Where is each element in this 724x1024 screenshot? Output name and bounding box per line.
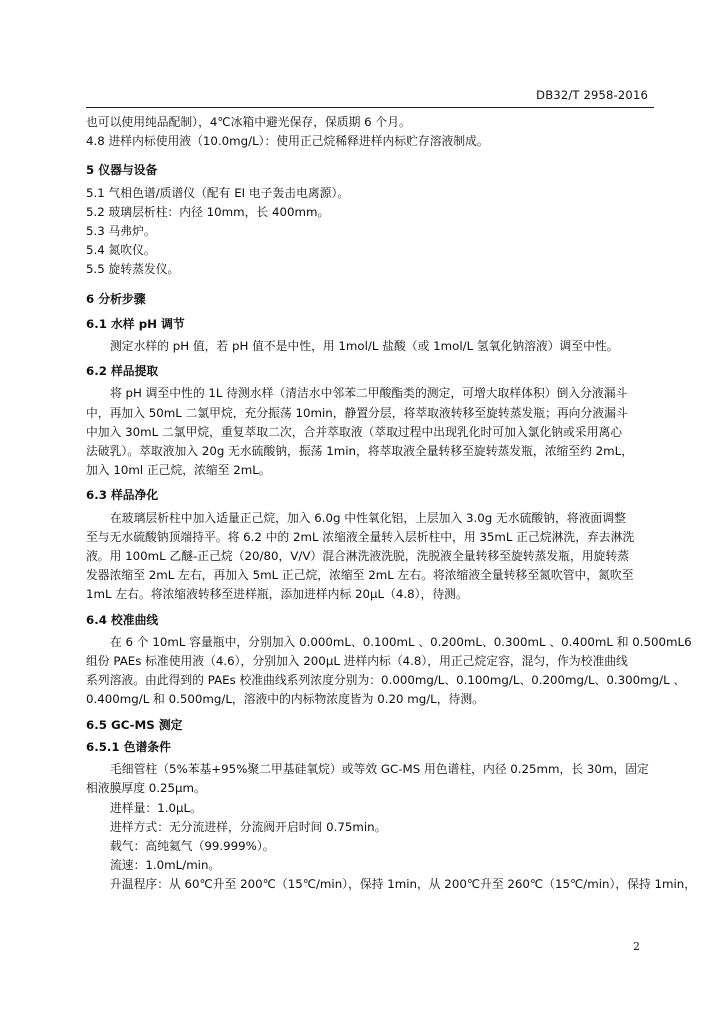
- document-body: [86, 113, 697, 895]
- section-6-4-line: 在 6 个 10mL 容量瓶中，分别加入 0.000mL、0.100mL 、0.200mL、0.300mL 、0.400mL 和 0.500mL6: [110, 634, 692, 649]
- section-6-3-line: 1mL 左右。将浓缩液转移至进样瓶，添加进样内标 20μL（4.8），待测。: [86, 587, 468, 602]
- section-6-2-line: 将 pH 调至中性的 1L 待测水样（清洁水中邻苯二甲酸酯类的测定，可增大取样体积）倒入分液漏斗: [110, 386, 628, 401]
- section-6-5-1-line: 流速：1.0mL/min。: [110, 858, 221, 873]
- section-6-5-1-line: 相液膜厚度 0.25μm。: [86, 781, 206, 796]
- section-6-5-1-line: 进样方式：无分流进样，分流阀开启时间 0.75min。: [110, 819, 387, 834]
- section-6-2-line: 中，再加入 50mL 二氯甲烷，充分振荡 10min，静置分层，将萃取液转移至旋转蒸发瓶；再向分液漏斗: [86, 405, 628, 420]
- continued-paragraph: 也可以使用纯品配制），4℃冰箱中避光保存，保质期 6 个月。: [86, 115, 411, 129]
- section-6-3-title: 6.3 样品净化: [86, 488, 159, 503]
- section-6-2-line: 加入 10ml 正己烷，浓缩至 2mL。: [86, 463, 271, 478]
- section-6-5-1-line: 载气：高纯氦气（99.999%）。: [110, 838, 275, 853]
- section-6-2-title: 6.2 样品提取: [86, 364, 159, 379]
- section-6-1-title: 6.1 水样 pH 调节: [86, 316, 185, 331]
- clause-5-5: 5.5 旋转蒸发仪。: [86, 262, 180, 277]
- section-6-2-line: 中加入 30mL 二氯甲烷，重复萃取二次，合并萃取液（萃取过程中出现乳化时可加入氯化钠或采用离心: [86, 424, 623, 439]
- section-6-4-title: 6.4 校准曲线: [86, 612, 159, 627]
- header-rule: [86, 107, 654, 108]
- clause-5-2: 5.2 玻璃层析柱：内径 10mm，长 400mm。: [86, 204, 330, 219]
- section-6-3-line: 至与无水硫酸钠顶端持平。将 6.2 中的 2mL 浓缩液全量转入层析柱中，用 35mL 正己烷淋洗，弃去淋洗: [86, 529, 635, 544]
- section-6-3-line: 液。用 100mL 乙醚-正己烷（20/80，V/V）混合淋洗液洗脱，洗脱液全量转移至旋转蒸发瓶，用旋转蒸: [86, 549, 629, 564]
- section-6-4-line: 系列溶液。由此得到的 PAEs 校准曲线系列浓度分别为：0.000mg/L、0.100mg/L、0.200mg/L、0.300mg/L 、: [86, 673, 686, 688]
- section-6-5-title: 6.5 GC-MS 测定: [86, 717, 183, 732]
- section-6-5-1-title: 6.5.1 色谱条件: [86, 739, 171, 754]
- section-6-1-text: 测定水样的 pH 值，若 pH 值不是中性，用 1mol/L 盐酸（或 1mol/L 氢氧化钠溶液）调至中性。: [110, 339, 619, 354]
- clause-4-8: 4.8 进样内标使用液（10.0mg/L）：使用正己烷稀释进样内标贮存溶液制成。: [86, 134, 489, 149]
- section-6-3-line: 发器浓缩至 2mL 左右，再加入 5mL 正己烷，浓缩至 2mL 左右。将浓缩液全量转移至氮吹管中，氮吹至: [86, 568, 634, 583]
- section-6-3-line: 在玻璃层析柱中加入适量正己烷，加入 6.0g 中性氧化铝，上层加入 3.0g 无水硫酸钠，将液面调整: [110, 510, 626, 525]
- section-6-4-line: 0.400mg/L 和 0.500mg/L，溶液中的内标物浓度皆为 0.20 mg/L，待测。: [86, 692, 484, 707]
- section-5-title: 5 仪器与设备: [86, 163, 158, 178]
- clause-5-4: 5.4 氮吹仪。: [86, 243, 156, 258]
- section-6-title: 6 分析步骤: [86, 291, 146, 306]
- section-6-5-1-line: 升温程序：从 60℃升至 200℃（15℃/min），保持 1min，从 200℃升至 260℃（15℃/min），保持 1min，: [110, 877, 697, 892]
- section-6-2-line: 法破乳）。萃取液加入 20g 无水硫酸钠，振荡 1min，将萃取液全量转移至旋转蒸发瓶，浓缩至约 2mL，: [86, 444, 634, 459]
- section-6-5-1-line: 进样量：1.0μL。: [110, 800, 202, 815]
- clause-5-1: 5.1 气相色谱/质谱仪（配有 EI 电子轰击电离源）。: [86, 185, 350, 200]
- clause-5-3: 5.3 马弗炉。: [86, 224, 156, 239]
- page-number: 2: [633, 940, 640, 953]
- section-6-5-1-line: 毛细管柱（5%苯基+95%聚二甲基硅氧烷）或等效 GC-MS 用色谱柱，内径 0.25mm，长 30m，固定: [110, 762, 649, 777]
- section-6-4-line: 组份 PAEs 标准使用液（4.6），分别加入 200μL 进样内标（4.8），用正己烷定容，混匀，作为校准曲线: [86, 654, 628, 669]
- document-code-header: DB32/T 2958-2016: [536, 88, 648, 102]
